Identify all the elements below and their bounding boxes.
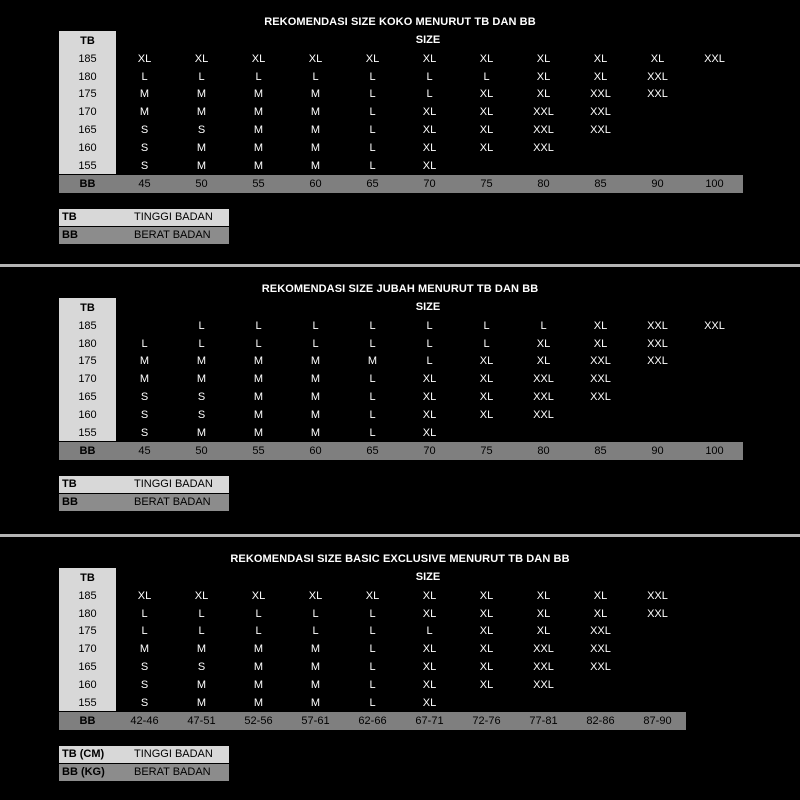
size-cell: XXL: [533, 643, 554, 656]
size-cell: M: [196, 373, 207, 386]
size-cell: M: [253, 88, 264, 101]
bb-value: 47-51: [187, 715, 216, 728]
size-cell: XL: [422, 426, 437, 439]
size-cell: XL: [593, 589, 608, 602]
size-cell: XXL: [590, 106, 611, 119]
bb-row: [59, 442, 743, 460]
size-cell: L: [369, 643, 376, 656]
size-cell: XL: [536, 355, 551, 368]
bb-value: 60: [309, 178, 322, 191]
bb-value: 55: [252, 178, 265, 191]
size-cell: XXL: [533, 408, 554, 421]
bb-header: BB: [79, 178, 96, 191]
tb-value: 155: [78, 426, 97, 439]
size-cell: XL: [479, 391, 494, 403]
tb-column: [59, 298, 116, 441]
bb-row: [59, 175, 743, 193]
size-cell: M: [196, 159, 207, 172]
size-cell: L: [255, 70, 262, 83]
bb-value: 82-86: [586, 715, 615, 728]
size-cell: M: [253, 696, 264, 709]
table-title: REKOMENDASI SIZE KOKO MENURUT TB DAN BB: [264, 16, 536, 28]
size-cell: M: [196, 88, 207, 101]
size-cell: S: [140, 661, 149, 673]
size-cell: XXL: [647, 337, 668, 350]
tb-value: 155: [78, 696, 97, 709]
size-cell: L: [369, 337, 376, 350]
size-cell: XL: [479, 408, 494, 421]
bb-value: 87-90: [643, 715, 672, 728]
size-cell: L: [312, 319, 319, 332]
bb-value: 75: [480, 178, 493, 191]
size-cell: L: [426, 355, 433, 368]
size-cell: XL: [593, 70, 608, 83]
size-cell: L: [198, 607, 205, 620]
tb-value: 185: [78, 319, 97, 332]
bb-value: 72-76: [472, 715, 501, 728]
tb-value: 180: [78, 70, 97, 83]
legend-row: [59, 746, 229, 763]
size-cell: M: [310, 106, 321, 119]
tb-value: 165: [78, 661, 97, 673]
bb-value: 90: [651, 445, 664, 458]
size-table-panel: [0, 0, 800, 264]
size-cell: XL: [650, 52, 665, 65]
size-cell: XXL: [533, 678, 554, 691]
legend-key: BB: [62, 229, 78, 241]
size-cell: S: [140, 696, 149, 709]
size-cell: XL: [479, 355, 494, 368]
size-cell: XXL: [590, 373, 611, 386]
legend-value: BERAT BADAN: [134, 229, 211, 241]
size-cell: XL: [536, 88, 551, 101]
bb-value: 42-46: [130, 715, 159, 728]
size-cell: XXL: [704, 319, 725, 332]
size-cell: M: [196, 141, 207, 154]
bb-value: 90: [651, 178, 664, 191]
size-cell: XXL: [533, 391, 554, 403]
size-cell: XL: [422, 643, 437, 656]
size-cell: M: [310, 408, 321, 421]
size-cell: L: [255, 319, 262, 332]
bb-value: 80: [537, 445, 550, 458]
tb-value: 170: [78, 106, 97, 119]
size-cell: L: [369, 319, 376, 332]
size-cell: XL: [536, 589, 551, 602]
bb-value: 80: [537, 178, 550, 191]
tb-value: 180: [78, 607, 97, 620]
size-cell: XL: [251, 589, 266, 602]
size-cell: L: [369, 373, 376, 386]
size-cell: L: [369, 625, 376, 638]
tb-value: 165: [78, 391, 97, 403]
size-cell: XXL: [590, 625, 611, 638]
size-cell: XL: [479, 52, 494, 65]
size-cell: XL: [422, 141, 437, 154]
size-cell: XL: [593, 52, 608, 65]
size-cell: XL: [479, 589, 494, 602]
tb-value: 175: [78, 355, 97, 368]
size-cell: XL: [422, 159, 437, 172]
size-cell: XL: [479, 678, 494, 691]
size-cell: L: [369, 88, 376, 101]
size-cell: XL: [422, 696, 437, 709]
size-cell: S: [140, 426, 149, 439]
size-cell: XXL: [590, 124, 611, 136]
bb-header: BB: [79, 715, 96, 728]
size-cell: M: [139, 373, 150, 386]
bb-value: 50: [195, 445, 208, 458]
size-cell: L: [369, 159, 376, 172]
bb-value: 70: [423, 178, 436, 191]
tb-value: 180: [78, 337, 97, 350]
size-cell: L: [369, 696, 376, 709]
size-cell: XL: [365, 589, 380, 602]
size-cell: M: [310, 355, 321, 368]
size-cell: L: [141, 625, 148, 638]
size-cell: XL: [422, 391, 437, 403]
size-cell: L: [312, 70, 319, 83]
tb-column: [59, 31, 116, 174]
legend-value: TINGGI BADAN: [134, 211, 213, 223]
bb-value: 70: [423, 445, 436, 458]
size-cell: L: [198, 625, 205, 638]
size-cell: M: [310, 88, 321, 101]
size-cell: S: [197, 124, 206, 136]
size-cell: L: [540, 319, 547, 332]
size-cell: M: [139, 355, 150, 368]
size-cell: XL: [422, 408, 437, 421]
size-cell: XL: [479, 643, 494, 656]
size-cell: M: [253, 661, 264, 673]
legend-row: [59, 764, 229, 781]
size-cell: L: [369, 426, 376, 439]
size-cell: S: [140, 159, 149, 172]
size-cell: M: [310, 661, 321, 673]
size-cell: XXL: [533, 141, 554, 154]
size-cell: XXL: [590, 88, 611, 101]
size-cell: S: [140, 141, 149, 154]
size-header: SIZE: [415, 301, 441, 313]
size-cell: L: [312, 607, 319, 620]
size-cell: M: [310, 141, 321, 154]
size-cell: L: [369, 124, 376, 136]
size-cell: S: [197, 661, 206, 673]
size-cell: XL: [536, 337, 551, 350]
size-cell: M: [196, 426, 207, 439]
size-cell: L: [369, 408, 376, 421]
size-cell: L: [369, 141, 376, 154]
size-header: SIZE: [415, 34, 441, 46]
size-cell: XL: [422, 52, 437, 65]
size-cell: M: [253, 141, 264, 154]
bb-value: 75: [480, 445, 493, 458]
size-cell: M: [253, 643, 264, 656]
size-cell: XL: [536, 52, 551, 65]
tb-value: 155: [78, 159, 97, 172]
size-cell: XL: [194, 52, 209, 65]
bb-value: 60: [309, 445, 322, 458]
size-cell: M: [139, 88, 150, 101]
size-cell: XXL: [647, 589, 668, 602]
size-cell: L: [369, 391, 376, 403]
size-cell: M: [253, 106, 264, 119]
bb-value: 100: [705, 178, 724, 191]
size-cell: XL: [422, 589, 437, 602]
size-cell: M: [310, 678, 321, 691]
size-cell: XL: [194, 589, 209, 602]
size-cell: M: [196, 355, 207, 368]
tb-value: 175: [78, 88, 97, 101]
size-cell: L: [369, 661, 376, 673]
size-cell: S: [140, 408, 149, 421]
legend-key: TB: [62, 211, 77, 223]
size-cell: XL: [479, 124, 494, 136]
legend-row: [59, 227, 229, 244]
legend-value: TINGGI BADAN: [134, 478, 213, 490]
bb-value: 100: [705, 445, 724, 458]
size-cell: M: [310, 159, 321, 172]
bb-value: 67-71: [415, 715, 444, 728]
table-title: REKOMENDASI SIZE BASIC EXCLUSIVE MENURUT TB DAN BB: [230, 553, 570, 565]
bb-value: 55: [252, 445, 265, 458]
bb-row: [59, 712, 686, 730]
size-cell: XXL: [647, 88, 668, 101]
size-cell: M: [310, 391, 321, 403]
size-cell: M: [253, 159, 264, 172]
size-cell: S: [197, 408, 206, 421]
tb-value: 185: [78, 52, 97, 65]
size-cell: XXL: [533, 106, 554, 119]
size-cell: M: [196, 106, 207, 119]
size-cell: XL: [593, 337, 608, 350]
size-cell: XL: [536, 607, 551, 620]
size-cell: L: [426, 88, 433, 101]
size-cell: XXL: [533, 661, 554, 673]
size-cell: L: [426, 625, 433, 638]
size-cell: L: [312, 337, 319, 350]
size-cell: L: [198, 319, 205, 332]
tb-value: 160: [78, 141, 97, 154]
legend-key: TB: [62, 478, 77, 490]
size-cell: M: [367, 355, 378, 368]
size-header: SIZE: [415, 571, 441, 583]
size-cell: XL: [479, 141, 494, 154]
size-cell: L: [426, 319, 433, 332]
size-cell: M: [196, 643, 207, 656]
bb-value: 77-81: [529, 715, 558, 728]
tb-header: TB: [80, 572, 95, 584]
tb-column: [59, 568, 116, 711]
size-cell: M: [139, 106, 150, 119]
size-cell: M: [196, 696, 207, 709]
size-cell: XL: [422, 661, 437, 673]
bb-value: 45: [138, 178, 151, 191]
size-cell: XL: [422, 373, 437, 386]
legend-row: [59, 494, 229, 511]
size-cell: XXL: [704, 52, 725, 65]
size-cell: XL: [308, 589, 323, 602]
size-cell: XXL: [590, 355, 611, 368]
legend-value: BERAT BADAN: [134, 766, 211, 778]
size-cell: XL: [536, 625, 551, 638]
size-cell: XXL: [647, 355, 668, 368]
size-cell: XXL: [647, 70, 668, 83]
size-cell: M: [253, 391, 264, 403]
size-cell: L: [483, 319, 490, 332]
size-cell: XL: [479, 373, 494, 386]
size-cell: L: [369, 70, 376, 83]
size-cell: M: [310, 643, 321, 656]
size-cell: M: [253, 355, 264, 368]
table-title: REKOMENDASI SIZE JUBAH MENURUT TB DAN BB: [261, 283, 539, 295]
size-cell: L: [141, 337, 148, 350]
bb-header: BB: [79, 445, 96, 458]
tb-value: 160: [78, 678, 97, 691]
size-cell: L: [369, 607, 376, 620]
size-table-panel: [0, 537, 800, 800]
size-cell: L: [255, 625, 262, 638]
size-cell: L: [141, 70, 148, 83]
size-cell: M: [253, 124, 264, 136]
legend-value: BERAT BADAN: [134, 496, 211, 508]
size-cell: XL: [422, 607, 437, 620]
size-cell: L: [369, 106, 376, 119]
size-cell: L: [426, 70, 433, 83]
tb-value: 175: [78, 625, 97, 638]
size-cell: XL: [593, 607, 608, 620]
size-cell: L: [255, 337, 262, 350]
legend-key: BB: [62, 496, 78, 508]
size-cell: XL: [251, 52, 266, 65]
size-cell: XL: [422, 678, 437, 691]
bb-value: 65: [366, 178, 379, 191]
size-cell: M: [310, 696, 321, 709]
bb-value: 57-61: [301, 715, 330, 728]
size-cell: XL: [137, 589, 152, 602]
size-cell: M: [253, 373, 264, 386]
bb-value: 50: [195, 178, 208, 191]
size-cell: S: [140, 391, 149, 403]
size-cell: XL: [422, 106, 437, 119]
legend-value: TINGGI BADAN: [134, 748, 213, 760]
size-cell: XL: [479, 607, 494, 620]
size-cell: L: [483, 337, 490, 350]
size-cell: M: [253, 426, 264, 439]
size-cell: M: [253, 678, 264, 691]
size-cell: XL: [422, 124, 437, 136]
legend-key: TB (CM): [62, 748, 105, 760]
size-table-panel: [0, 267, 800, 534]
size-cell: L: [255, 607, 262, 620]
tb-value: 165: [78, 124, 97, 136]
tb-header: TB: [80, 35, 95, 47]
bb-value: 52-56: [244, 715, 273, 728]
size-cell: S: [140, 678, 149, 691]
bb-value: 85: [594, 178, 607, 191]
tb-value: 160: [78, 408, 97, 421]
tb-value: 170: [78, 643, 97, 656]
size-cell: XL: [479, 106, 494, 119]
size-cell: M: [196, 678, 207, 691]
size-cell: M: [139, 643, 150, 656]
size-cell: L: [369, 678, 376, 691]
size-cell: L: [198, 70, 205, 83]
size-cell: XL: [479, 88, 494, 101]
bb-value: 62-66: [358, 715, 387, 728]
size-cell: XXL: [533, 124, 554, 136]
size-cell: L: [483, 70, 490, 83]
size-cell: L: [426, 337, 433, 350]
size-cell: S: [197, 391, 206, 403]
size-cell: L: [141, 607, 148, 620]
size-cell: XL: [593, 319, 608, 332]
size-cell: M: [310, 426, 321, 439]
size-cell: XXL: [647, 319, 668, 332]
size-cell: XXL: [590, 661, 611, 673]
tb-value: 185: [78, 589, 97, 602]
legend-row: [59, 476, 229, 493]
size-cell: XL: [536, 70, 551, 83]
legend-key: BB (KG): [62, 766, 105, 778]
size-cell: XXL: [647, 607, 668, 620]
bb-value: 65: [366, 445, 379, 458]
tb-value: 170: [78, 373, 97, 386]
size-cell: XL: [479, 661, 494, 673]
size-cell: XXL: [590, 643, 611, 656]
legend-row: [59, 209, 229, 226]
size-cell: M: [253, 408, 264, 421]
tb-header: TB: [80, 302, 95, 314]
size-cell: XXL: [533, 373, 554, 386]
size-cell: L: [312, 625, 319, 638]
size-cell: XL: [137, 52, 152, 65]
size-cell: S: [140, 124, 149, 136]
size-cell: L: [198, 337, 205, 350]
size-cell: M: [310, 373, 321, 386]
size-cell: M: [310, 124, 321, 136]
size-cell: XL: [365, 52, 380, 65]
size-cell: XL: [479, 625, 494, 638]
bb-value: 85: [594, 445, 607, 458]
size-cell: XL: [308, 52, 323, 65]
bb-value: 45: [138, 445, 151, 458]
size-cell: XXL: [590, 391, 611, 403]
